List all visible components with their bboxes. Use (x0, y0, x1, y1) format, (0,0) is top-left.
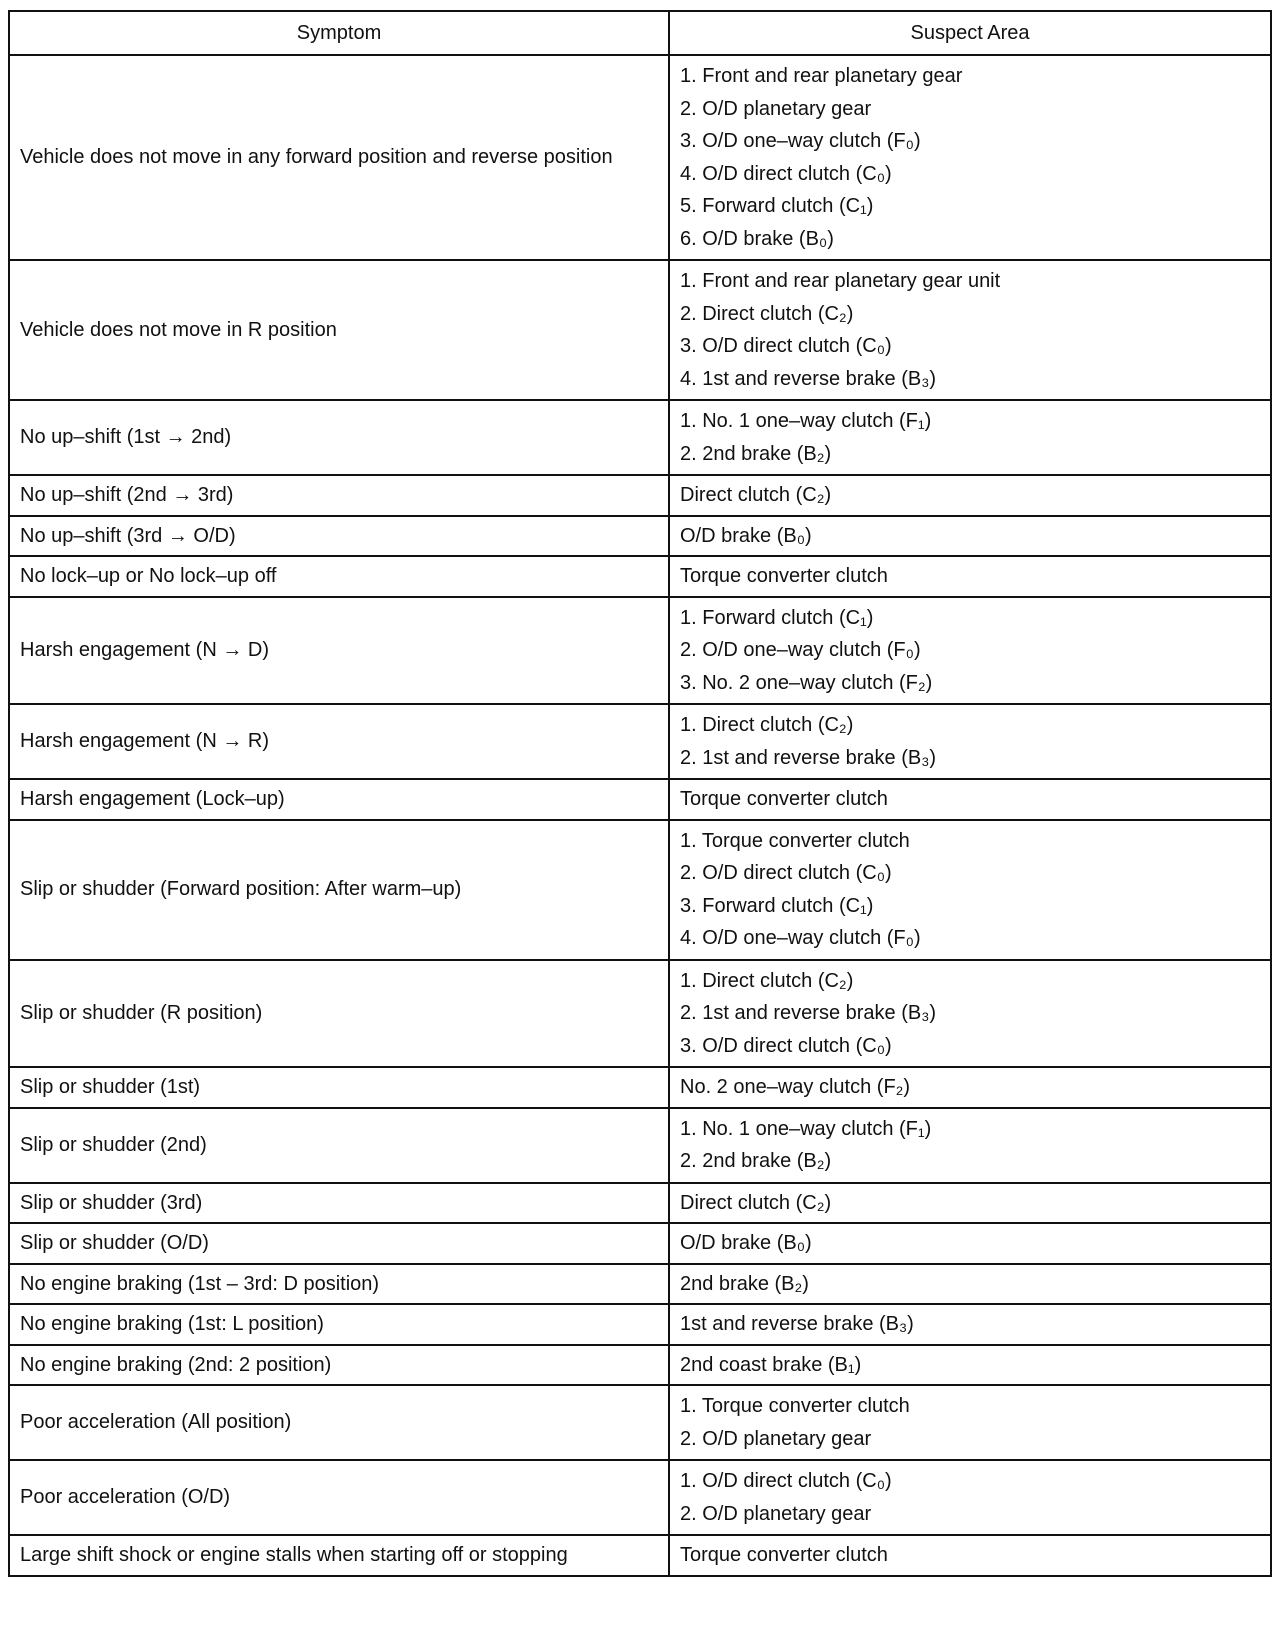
suspect-area-item: 1. No. 1 one–way clutch (F₁) (680, 1117, 932, 1140)
symptom-cell: Harsh engagement (N → R) (9, 704, 669, 779)
table-row (9, 1264, 1271, 1305)
suspect-area-item: 3. O/D direct clutch (C₀) (680, 335, 892, 357)
suspect-area-item: 4. O/D direct clutch (C₀) (680, 162, 892, 185)
suspect-area-item: 2. O/D planetary gear (680, 97, 872, 120)
table-row (9, 1183, 1271, 1224)
symptom-cell: Slip or shudder (Forward position: After warm–up) (9, 820, 669, 960)
suspect-area-item: 2nd coast brake (B₁) (680, 1353, 862, 1376)
table-row (9, 960, 1271, 1068)
table-row (9, 1385, 1271, 1460)
suspect-area-cell (669, 960, 1271, 1068)
table-row (9, 704, 1271, 779)
symptom-cell: Vehicle does not move in any forward position and reverse position (9, 55, 669, 260)
table-row (9, 475, 1271, 516)
suspect-area-item: 5. Forward clutch (C₁) (680, 195, 874, 217)
symptom-cell: Harsh engagement (N → D) (9, 597, 669, 705)
symptom-cell: No lock–up or No lock–up off (9, 556, 669, 597)
table-row (9, 1304, 1271, 1345)
suspect-area-cell (669, 556, 1271, 597)
suspect-area-cell (669, 1304, 1271, 1345)
suspect-area-item: 2. 1st and reverse brake (B₃) (680, 1002, 937, 1024)
suspect-area-item: 3. No. 2 one–way clutch (F₂) (680, 671, 933, 694)
suspect-area-item: 1. Forward clutch (C₁) (680, 606, 874, 629)
symptom-cell: No engine braking (1st: L position) (9, 1304, 669, 1345)
suspect-area-item: 2. O/D direct clutch (C₀) (680, 862, 892, 884)
suspect-area-item: Torque converter clutch (680, 788, 888, 810)
symptom-table (8, 10, 1272, 1577)
table-row (9, 556, 1271, 597)
table-row (9, 1108, 1271, 1183)
symptom-cell: Slip or shudder (3rd) (9, 1183, 669, 1224)
suspect-area-cell (669, 779, 1271, 820)
suspect-area-cell (669, 1264, 1271, 1305)
symptom-cell: Slip or shudder (1st) (9, 1067, 669, 1108)
suspect-area-cell (669, 1223, 1271, 1264)
table-row (9, 779, 1271, 820)
suspect-area-item: 1. No. 1 one–way clutch (F₁) (680, 410, 932, 432)
suspect-area-cell (669, 475, 1271, 516)
symptom-cell: No engine braking (2nd: 2 position) (9, 1345, 669, 1386)
suspect-area-item: 2nd brake (B₂) (680, 1272, 809, 1295)
table-row (9, 260, 1271, 400)
suspect-area-item: 2. 1st and reverse brake (B₃) (680, 746, 937, 769)
suspect-area-item: 4. 1st and reverse brake (B₃) (680, 367, 937, 390)
table-row (9, 516, 1271, 557)
symptom-cell: Vehicle does not move in R position (9, 260, 669, 400)
suspect-area-item: 1. Direct clutch (C₂) (680, 969, 854, 992)
symptom-column-header: Symptom (9, 11, 669, 55)
table-row (9, 820, 1271, 960)
suspect-area-cell (669, 1345, 1271, 1386)
suspect-area-cell (669, 516, 1271, 557)
table-row (9, 597, 1271, 705)
table-body (9, 55, 1271, 1576)
suspect-area-item: Torque converter clutch (680, 1544, 888, 1566)
symptom-cell: No up–shift (3rd → O/D) (9, 516, 669, 557)
suspect-area-cell (669, 1385, 1271, 1460)
suspect-area-item: 6. O/D brake (B₀) (680, 227, 834, 250)
table-row (9, 1535, 1271, 1576)
suspect-area-item: 2. Direct clutch (C₂) (680, 302, 854, 325)
suspect-area-cell (669, 704, 1271, 779)
suspect-area-item: 2. O/D planetary gear (680, 1502, 872, 1525)
suspect-area-cell (669, 1535, 1271, 1576)
suspect-area-item: No. 2 one–way clutch (F₂) (680, 1076, 911, 1098)
symptom-cell: Poor acceleration (O/D) (9, 1460, 669, 1535)
suspect-area-cell (669, 55, 1271, 260)
suspect-area-item: Direct clutch (C₂) (680, 484, 832, 506)
symptom-cell: No up–shift (1st → 2nd) (9, 400, 669, 475)
symptom-cell: Slip or shudder (R position) (9, 960, 669, 1068)
suspect-area-item: 2. O/D one–way clutch (F₀) (680, 639, 921, 661)
suspect-area-cell (669, 820, 1271, 960)
suspect-area-item: 3. Forward clutch (C₁) (680, 894, 874, 917)
table-row (9, 1067, 1271, 1108)
symptom-cell: Harsh engagement (Lock–up) (9, 779, 669, 820)
suspect-area-item: 1. Front and rear planetary gear unit (680, 270, 1001, 292)
symptom-cell: Large shift shock or engine stalls when starting off or stopping (9, 1535, 669, 1576)
table-row (9, 1223, 1271, 1264)
suspect-area-item: 1. O/D direct clutch (C₀) (680, 1470, 892, 1492)
suspect-area-item: Direct clutch (C₂) (680, 1191, 832, 1214)
suspect-area-item: O/D brake (B₀) (680, 1232, 812, 1254)
header-row (9, 11, 1271, 55)
suspect-area-cell (669, 1067, 1271, 1108)
suspect-area-column-header: Suspect Area (669, 11, 1271, 55)
symptom-cell: No up–shift (2nd → 3rd) (9, 475, 669, 516)
suspect-area-cell (669, 1460, 1271, 1535)
suspect-area-item: 3. O/D direct clutch (C₀) (680, 1034, 892, 1057)
table-row (9, 1345, 1271, 1386)
table-row (9, 400, 1271, 475)
suspect-area-item: 1st and reverse brake (B₃) (680, 1313, 914, 1335)
suspect-area-item: 2. 2nd brake (B₂) (680, 1150, 832, 1172)
suspect-area-item: 2. 2nd brake (B₂) (680, 442, 832, 465)
symptom-cell: Slip or shudder (O/D) (9, 1223, 669, 1264)
suspect-area-item: 1. Torque converter clutch (680, 1395, 910, 1417)
suspect-area-cell (669, 1183, 1271, 1224)
table-row (9, 1460, 1271, 1535)
suspect-area-cell (669, 597, 1271, 705)
symptom-cell: Slip or shudder (2nd) (9, 1108, 669, 1183)
suspect-area-item: 4. O/D one–way clutch (F₀) (680, 927, 921, 949)
suspect-area-item: 3. O/D one–way clutch (F₀) (680, 130, 921, 152)
suspect-area-cell (669, 1108, 1271, 1183)
suspect-area-cell (669, 400, 1271, 475)
suspect-area-item: O/D brake (B₀) (680, 524, 812, 547)
symptom-cell: Poor acceleration (All position) (9, 1385, 669, 1460)
suspect-area-item: Torque converter clutch (680, 565, 888, 587)
suspect-area-cell (669, 260, 1271, 400)
suspect-area-item: 1. Front and rear planetary gear (680, 65, 963, 87)
table-row (9, 55, 1271, 260)
suspect-area-item: 1. Torque converter clutch (680, 829, 910, 852)
suspect-area-item: 1. Direct clutch (C₂) (680, 714, 854, 736)
troubleshooting-sheet (8, 10, 1270, 1577)
suspect-area-item: 2. O/D planetary gear (680, 1427, 872, 1450)
symptom-cell: No engine braking (1st – 3rd: D position) (9, 1264, 669, 1305)
